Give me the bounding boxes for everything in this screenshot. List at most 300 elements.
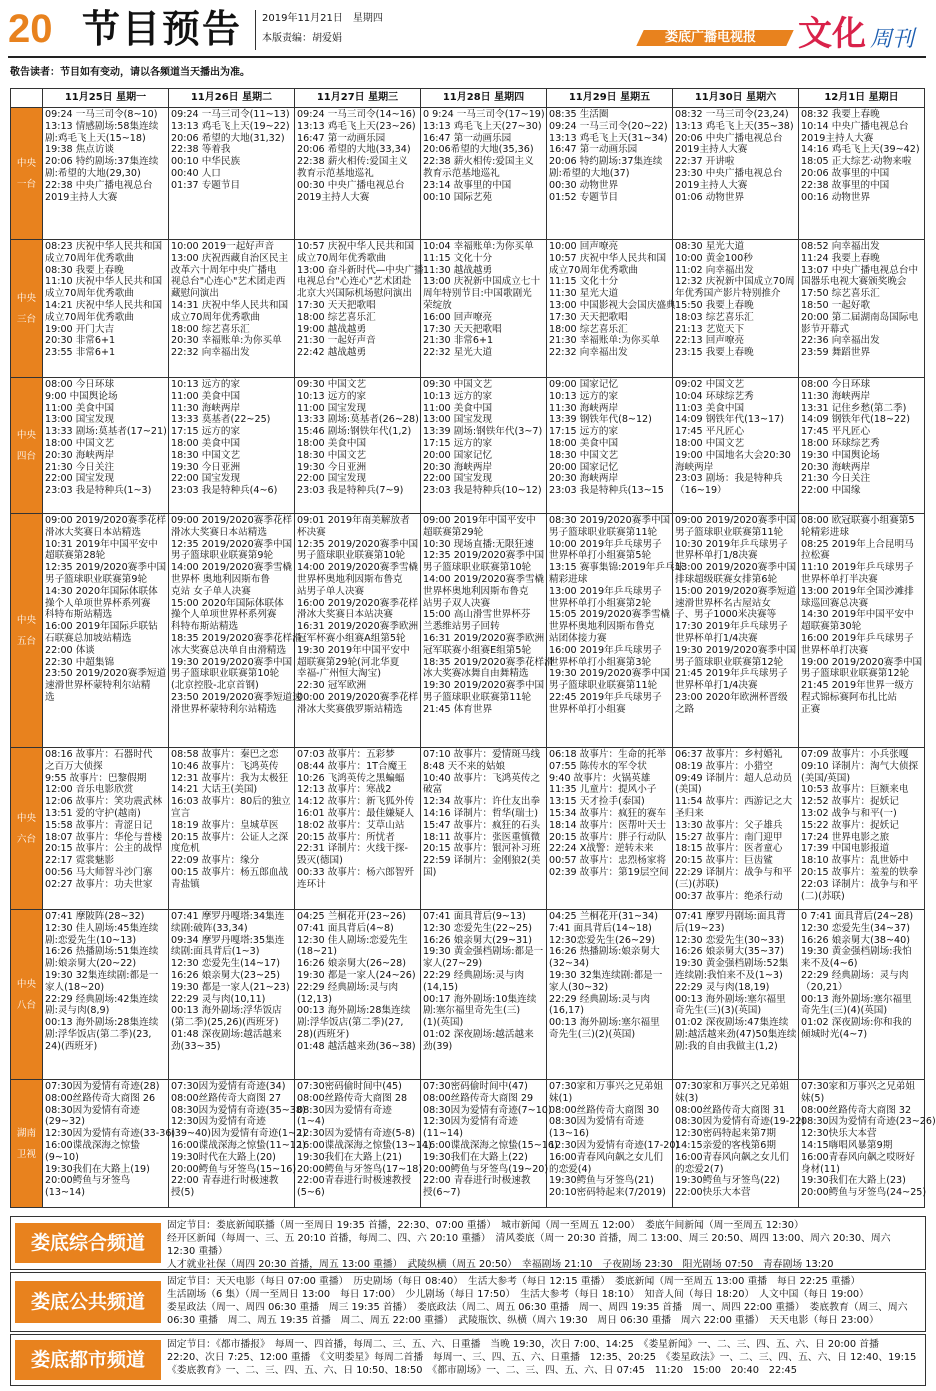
program-line: 石联赛总加坡站精选 bbox=[45, 632, 132, 644]
program-line: 22:36 向幸福出发 bbox=[801, 335, 880, 347]
program-line: 经开区新闻（每周一、三、五 20:10 首播，每周二、四、六 20:10 重播） 清风娄底（周一 20:30 首播，周二 13:00、周三 20:50、周四 13:00、周六 20:30、周六 12:30 重播） bbox=[167, 1233, 891, 1257]
schedule-cell bbox=[295, 108, 421, 240]
schedule-cell bbox=[43, 910, 169, 1080]
program-line: 00:13 海外剧场:塞尔福里 bbox=[675, 993, 786, 1005]
program-line: 09:00 2019/2020赛季花样 bbox=[171, 515, 293, 526]
program-line: 超联赛第29轮(河北华夏 bbox=[297, 656, 400, 668]
program-line: 12:35 2019/2020赛季中国 bbox=[171, 538, 293, 550]
program-line: (29~32) bbox=[45, 1116, 85, 1128]
program-line: 选 bbox=[45, 691, 55, 703]
program-line: 世界杯单打1/4决赛 bbox=[675, 680, 758, 692]
program-line: 10:00 黄金100秒 bbox=[675, 252, 753, 264]
program-line: 10:46 故事片：飞鸿英传 bbox=[171, 760, 279, 772]
program-line: 08:30因为爱情有奇迹(35~38) bbox=[171, 1104, 306, 1116]
program-line: 19:30 今日亚洲 bbox=[297, 461, 367, 473]
program-line: 13:00 奋斗新时代—中央广播 bbox=[297, 264, 424, 276]
channel-label bbox=[11, 1080, 43, 1208]
program-line: 14:31 庆祝中华人民共和国 bbox=[171, 299, 289, 311]
program-line: 15:00 高山滑雪世界杯芬 bbox=[423, 609, 531, 621]
program-line: 19:30 2019年中国平安中 bbox=[297, 644, 410, 656]
day-header: 11月26日 星期二 bbox=[169, 89, 295, 108]
program-line: 10:53 故事片：巨额来电 bbox=[801, 784, 909, 796]
program-line: 荣绽放 bbox=[423, 299, 452, 311]
program-line: 08:00丝路传奇大商图 31 bbox=[675, 1104, 786, 1116]
program-line: 01:52 专题节目 bbox=[549, 191, 619, 203]
program-line: 01:48 深夜剧场:越活越来 bbox=[171, 1028, 282, 1040]
program-line: 19:30 2019/2020赛季中国 bbox=[675, 644, 797, 656]
program-line: 12:30因为爱情有奇迹 bbox=[171, 1116, 266, 1128]
program-line: 19:30鳄鱼与牙签鸟(22) bbox=[675, 1175, 780, 1187]
program-line: 16:47 第一动画乐园 bbox=[423, 132, 512, 144]
program-line: 10:00 2019年乒乓球男子 bbox=[549, 538, 662, 550]
program-line: 20:15 故事片：羞羞的铁拳 bbox=[801, 866, 919, 878]
program-line: 18:00 中国文艺 bbox=[675, 437, 745, 449]
program-line: 10:30 现场直播:无限狂速 bbox=[423, 538, 534, 550]
program-line: 11:35 儿童片：提风小子 bbox=[549, 784, 657, 796]
program-line: 16:26 热播剧场:51集连续 bbox=[45, 946, 159, 958]
program-line: 剧:希望的大地(29,30) bbox=[45, 167, 141, 179]
program-line: 世界杯单打半决赛 bbox=[801, 573, 878, 585]
program-line: 10:14 中央广播电视总台 bbox=[801, 120, 909, 132]
program-line: 00:13 海外剧场:28集连续 bbox=[297, 1005, 411, 1017]
program-line: 22:38 中央广播电视总台 bbox=[45, 179, 153, 191]
schedule-cell bbox=[169, 514, 302, 748]
program-line: 轮精彩进球 bbox=[801, 526, 849, 538]
program-line: 20:15 故事片：公证人之深 bbox=[171, 831, 289, 843]
program-line: 11:30 海峡两岸 bbox=[801, 390, 871, 402]
program-line: 22:31 译制片：火线干探- bbox=[297, 843, 408, 855]
program-line: 21:30 今日关注 bbox=[45, 461, 115, 473]
program-line: 成立70周年优秀歌曲 bbox=[171, 311, 260, 323]
program-line: 08:00丝路传奇大商图 30 bbox=[549, 1104, 660, 1116]
program-line: (5~6) bbox=[297, 1187, 325, 1199]
program-line: 18:00 美食中国 bbox=[549, 437, 619, 449]
program-line: 11:15 文化十分 bbox=[423, 252, 493, 264]
program-line: 20:00鳄鱼与牙签鸟(15~16) bbox=[171, 1163, 297, 1175]
program-line: 11:24 我要上春晚 bbox=[801, 252, 880, 264]
program-line: 22:38 薪火相传:爱国主义 bbox=[423, 156, 534, 168]
program-line: 10:13 远方的家 bbox=[171, 379, 241, 390]
program-line: 冰大奖赛总决单自由滑精选 bbox=[171, 644, 287, 656]
program-line: 00:13 海外剧场:28集连续 bbox=[45, 1017, 159, 1029]
program-line: 15:50 我要上春晚 bbox=[675, 299, 754, 311]
program-line: 15:00 2020年国际体联体 bbox=[171, 597, 284, 609]
schedule-cell bbox=[169, 910, 295, 1080]
program-line: 23:03 我是特种兵(10~12) bbox=[423, 485, 542, 497]
schedule-cell bbox=[547, 108, 673, 240]
program-line: 12:30因为爱情有奇迹 bbox=[423, 1116, 518, 1128]
program-line: 09:24 一马三司令(20~22) bbox=[549, 120, 668, 132]
program-line: 13:13 鸡毛飞上天(19~22) bbox=[171, 120, 290, 132]
program-line: 20:30 海峡两岸 bbox=[45, 449, 115, 461]
program-line: 07:41 摩陂阵(28~32) bbox=[45, 911, 145, 922]
program-line: 19:30我们在大路上(21) bbox=[297, 1151, 402, 1163]
program-line: 22:32 星光大道 bbox=[423, 347, 493, 359]
program-line: 16:26 娘亲舅大(38~40) bbox=[801, 934, 911, 946]
program-line: 剧:鸡毛飞上天(15~18) bbox=[45, 132, 146, 144]
program-line: 00:33 故事片：杨六郎智歼 bbox=[297, 866, 415, 878]
program-line: 18:15 故事片：医者童心 bbox=[675, 843, 783, 855]
program-line: 家人(18~20) bbox=[45, 981, 105, 993]
schedule-cell bbox=[295, 748, 421, 910]
program-line: 08:30因为爱情有奇迹(23~26) bbox=[801, 1116, 936, 1128]
program-line: 滑冰大奖赛日本站决赛 bbox=[297, 609, 393, 621]
reader-notice: 敬告读者：节目如有变动，请以各频道当天播出为准。 bbox=[10, 67, 250, 78]
program-line: 16:00青春风向飙之哎呀好 bbox=[801, 1151, 915, 1163]
program-line: 剧:塞尔福里奇先生(三) bbox=[423, 1005, 521, 1017]
program-line: (16,17) bbox=[549, 1005, 584, 1017]
channel-name: 中央五台 bbox=[16, 614, 37, 647]
program-line: 08:00丝路传奇大商图 32 bbox=[801, 1104, 912, 1116]
program-line: 24)(西班牙) bbox=[45, 1040, 98, 1052]
program-line: 22:00 中国缘 bbox=[801, 485, 861, 497]
program-line: 电视总台"心连心"艺术团赴 bbox=[297, 276, 412, 288]
program-line: 0 9:24 一马三司令(17~19) bbox=[423, 109, 545, 120]
program-line: 19:30 2019/2020赛季中国 bbox=[171, 656, 293, 668]
program-line: 世界杯奥地利因斯布鲁克 bbox=[549, 621, 655, 633]
program-line: 00:00 2019/2020赛季花样 bbox=[297, 691, 419, 703]
program-line: 15:47 故事片：疯狂的石头 bbox=[423, 819, 541, 831]
program-line: 22:29 经典剧场:42集连续 bbox=[45, 993, 159, 1005]
program-line: 09:24 一马三司令(14~16) bbox=[297, 109, 416, 120]
program-line: 00:10 中华民族 bbox=[171, 156, 241, 168]
program-line: 杯决赛 bbox=[297, 526, 326, 538]
program-line: 21:30 一起好声音 bbox=[297, 335, 376, 347]
program-line: 07:55 陈传水的军令状 bbox=[549, 760, 647, 772]
weekly-title-sub: 周刊 bbox=[870, 27, 915, 52]
program-line: 7:41 面具背后(14~18) bbox=[549, 922, 652, 934]
program-line: 20:30 海峡两岸 bbox=[549, 473, 619, 485]
program-line: 20:06 故事里的中国 bbox=[801, 167, 890, 179]
program-line: 19:00 越战越勇 bbox=[297, 323, 367, 335]
program-line: (第二季)(25,26)(西班牙) bbox=[171, 1017, 279, 1029]
program-line: 00:10 国际艺苑 bbox=[423, 191, 493, 203]
program-line: 18:00 环球综艺秀 bbox=[801, 437, 880, 449]
program-line: 20:00鳄鱼与牙签鸟(17~18) bbox=[297, 1163, 423, 1175]
program-line: 02:27 故事片：功夫世家 bbox=[45, 878, 153, 890]
program-line: 15:05 2019/2020赛季雪橇 bbox=[549, 609, 671, 621]
program-line: 17:50 综艺喜乐汇 bbox=[801, 288, 880, 300]
program-line: 固定节目：娄底新闻联播（周一至周日 19:35 首播，22:30、07:00 重播） 城市新闻（周一至周五 12:00） 娄底午间新闻（周一至周五 12:30） bbox=[167, 1220, 804, 1231]
program-line: 22:29 经典剧场:灵与肉 bbox=[423, 969, 525, 981]
program-line: 固定节目：天天电影（每日 07:00 重播） 历史剧场（每日 08:40） 生活大参考（每日 12:15 重播） 娄底新闻（周一至周五 13:00 重播 每日 22:25 重播） bbox=[167, 1276, 861, 1287]
program-line: 速滑世界杯蒙特利尔站精 bbox=[45, 680, 151, 692]
program-line: 北京大兴国际机场慰问演出 bbox=[297, 288, 413, 300]
channel-name: 娄底综合频道 bbox=[15, 1223, 161, 1263]
program-line: 14:30 2019年中国平安中 bbox=[801, 609, 914, 621]
channel-name: 中央三台 bbox=[16, 292, 37, 325]
program-line: 22:13 回声嘹亮 bbox=[675, 335, 745, 347]
corner-cell bbox=[11, 89, 43, 108]
program-line: 13:13 鸡毛飞上天(31~34) bbox=[549, 132, 668, 144]
schedule-cell bbox=[43, 748, 169, 910]
schedule-cell bbox=[673, 910, 799, 1080]
program-line: 09:00 2019/2020赛季花样 bbox=[45, 515, 167, 526]
program-line: 00:13 海外剧场:塞尔福里 bbox=[549, 1017, 660, 1029]
channel-name: 中央四台 bbox=[16, 429, 37, 462]
program-line: 15:27 故事片：南门迎甲 bbox=[675, 831, 783, 843]
program-line: 家人(30~32) bbox=[549, 981, 609, 993]
schedule-cell bbox=[799, 514, 925, 748]
program-line: 世界杯奥地利因斯布鲁克 bbox=[423, 585, 529, 597]
schedule-cell bbox=[673, 514, 799, 748]
program-line: 12:13 故事片：寒战2 bbox=[297, 784, 392, 796]
program-line: 10:40 故事片：飞鸿英传之 bbox=[423, 772, 541, 784]
channel-label bbox=[11, 108, 43, 240]
paper-name: 娄底广播电视报 bbox=[665, 30, 757, 45]
header-divider bbox=[255, 10, 256, 50]
program-line: 06:18 故事片：生命的托举 bbox=[549, 749, 667, 760]
program-line: 09:49 译制片：超人总动员 bbox=[675, 772, 793, 784]
program-line: 20:06 特约剧场:37集连续 bbox=[549, 156, 663, 168]
program-line: 生活剧场（6 集）（周一至周日 13:00 每日 17:00） 少儿剧场（每日 17:50） 生活大参考（每日 18:10） 知音人间（每日 18:20） 人文中国（每日 19:00） bbox=[167, 1289, 869, 1300]
program-line: 20:15 故事片：巨齿鲨 bbox=[675, 855, 773, 867]
program-line: 19:00 中国地名大会20:30 bbox=[675, 449, 791, 461]
program-line: 妹(1) bbox=[549, 1092, 573, 1104]
program-line: 宣言 bbox=[171, 807, 191, 819]
program-line: 07:30因为爱情有奇迹(28) bbox=[45, 1081, 160, 1092]
day-header: 11月30日 星期六 bbox=[673, 89, 799, 108]
program-line: 10:57 庆祝中华人民共和国 bbox=[297, 241, 415, 252]
channel-row bbox=[11, 108, 925, 240]
program-line: 07:41 面具背后(9~13) bbox=[423, 911, 526, 922]
program-line: 00:13 海外剧场:浮华饭店 bbox=[171, 1005, 282, 1017]
program-line: 04:25 兰桐花开(23~26) bbox=[297, 911, 407, 922]
program-line: 08:00 欧冠联赛小组赛第5 bbox=[801, 515, 915, 526]
program-line: (39~40)因为爱情有奇迹(1~2) bbox=[171, 1128, 306, 1140]
program-line: 20:00鳄鱼与牙签鸟 bbox=[45, 1175, 131, 1187]
schedule-cell bbox=[673, 1080, 806, 1208]
program-line: 07:30家和万事兴之兄弟姐 bbox=[675, 1081, 789, 1092]
program-line: (12,13) bbox=[297, 993, 332, 1005]
program-line: 2019主持人大赛 bbox=[45, 191, 118, 203]
schedule-cell bbox=[547, 1080, 680, 1208]
program-line: 22:30 中超集锦 bbox=[45, 656, 115, 668]
program-line: 20:06 希望的大地(31,32) bbox=[171, 132, 285, 144]
program-line: 18:50 一起好歌 bbox=[801, 299, 871, 311]
program-line: 14:30 2020年国际体联体 bbox=[45, 585, 158, 597]
program-line: 20:06希望的大地(35,36) bbox=[423, 144, 534, 156]
program-line: 12:31 故事片：我为太极狂 bbox=[171, 772, 289, 784]
program-line: 13:39 剧场:钢铁年代(3~7) bbox=[423, 426, 543, 438]
program-line: 00:13 海外剧场:塞尔福里 bbox=[801, 993, 912, 1005]
program-line: 11:00 美食中国 bbox=[45, 402, 115, 414]
program-line: 16:31 2019/2020赛季欧洲 bbox=[423, 632, 545, 644]
schedule-cell bbox=[295, 378, 421, 514]
program-line: 01:06 动物世界 bbox=[675, 191, 745, 203]
program-line: 19:30 黄金强档剧场:我怕 bbox=[801, 946, 912, 958]
program-line: 19:30 黄金强档剧场:52集 bbox=[675, 958, 789, 970]
program-line: 藏慰问演出 bbox=[171, 288, 219, 300]
program-line: 21:30 今日关注 bbox=[801, 473, 871, 485]
program-line: (美国) bbox=[675, 784, 702, 796]
program-line: 08:30 我要上春晚 bbox=[45, 264, 124, 276]
program-line: 09:00 国家记忆 bbox=[549, 379, 619, 390]
program-line: 14:16 鸡毛飞上天(39~42) bbox=[801, 144, 920, 156]
program-line: 12:52 故事片：捉妖记 bbox=[801, 796, 899, 808]
program-line: 13:00 庆祝西藏自治区民主 bbox=[171, 252, 289, 264]
schedule-cell bbox=[799, 378, 925, 514]
schedule-cell bbox=[673, 108, 799, 240]
program-line: 22:00青春进行时极速教授 bbox=[297, 1175, 411, 1187]
program-line: 16:00 回声嘹亮 bbox=[423, 311, 493, 323]
program-line: (1)(英国) bbox=[423, 1017, 464, 1029]
program-line: 9:00 中国舆论场 bbox=[45, 390, 118, 402]
program-line: 后(19~23) bbox=[675, 922, 725, 934]
program-line: 22:30 冠军欧洲 bbox=[297, 680, 367, 692]
schedule-cell bbox=[169, 108, 295, 240]
program-line: 19:00 2019/2020赛季中国 bbox=[801, 656, 923, 668]
program-line: 19:30我们在大路上(19) bbox=[45, 1163, 150, 1175]
schedule-cell bbox=[43, 514, 169, 748]
program-line: 20:30 非常6+1 bbox=[45, 335, 116, 347]
program-line: 07:41 摩罗丹嘎塔:34集连 bbox=[171, 911, 285, 922]
program-line: 12:32 庆祝新中国成立70周 bbox=[675, 276, 795, 288]
program-line: 07:30密码偷时间中(47) bbox=[423, 1081, 528, 1092]
channel-name: 中央八台 bbox=[16, 978, 37, 1011]
program-line: 04:25 兰桐花开(31~34) bbox=[549, 911, 659, 922]
program-line: 22:59 译制片：金刚狼2(美 bbox=[423, 855, 541, 867]
program-line: 16:26 热播剧场:娘亲舅大 bbox=[549, 946, 660, 958]
program-line: 08:00丝路传奇大商图 27 bbox=[171, 1092, 282, 1104]
program-line: 08:44 故事片：1T合魔王 bbox=[297, 760, 407, 772]
program-line: 00:15 故事片：杨五郎血战 bbox=[171, 866, 289, 878]
program-line: 17:15 远方的家 bbox=[549, 426, 619, 438]
program-line: 操个人单项世界杯系列赛 bbox=[45, 597, 151, 609]
program-line: 奇先生(三)(2)(英国) bbox=[549, 1028, 636, 1040]
program-line: 周年特别节目:中国歌剧光 bbox=[423, 288, 532, 300]
program-line: 青盐镇 bbox=[171, 878, 200, 890]
program-line: 16:00 2019年乒乓球男子 bbox=[801, 632, 914, 644]
program-line: 14:00 2019/2020赛季雪橇 bbox=[297, 562, 419, 574]
program-line: 12:34 故事片：许仕友出拳 bbox=[423, 796, 541, 808]
program-line: 12:30 恋爱先生(34~37) bbox=[801, 922, 911, 934]
program-line: 10:00 2019一起好声音 bbox=[171, 241, 275, 252]
program-line: 13:13 鸡毛飞上天(27~30) bbox=[423, 120, 542, 132]
program-line: 克站 女子单人决赛 bbox=[171, 585, 251, 597]
program-line: 滑冰大奖赛日本站精选 bbox=[45, 526, 141, 538]
program-line: 28)(西班牙) bbox=[297, 1028, 350, 1040]
program-line: 11:30 海峡两岸 bbox=[549, 402, 619, 414]
program-line: (北京控股-北京首钢) bbox=[171, 680, 259, 692]
program-line: 成立70周年优秀歌曲 bbox=[297, 252, 386, 264]
program-line: 16:00谍战深海之惊蛰 bbox=[45, 1139, 140, 1151]
program-line: 程式锦标赛阿布扎比站 bbox=[801, 691, 897, 703]
program-line: 成立70周年优秀歌曲 bbox=[549, 264, 638, 276]
program-line: 22:29 译制片：战争与和平 bbox=[675, 866, 793, 878]
schedule-cell bbox=[673, 240, 799, 378]
program-line: 19:30 2019/2020赛季中国 bbox=[549, 668, 671, 680]
program-line: 22:42 越战越勇 bbox=[297, 347, 367, 359]
program-line: 14:00 2019/2020赛季雪橇 bbox=[423, 573, 545, 585]
program-line: 17:45 平凡匠心 bbox=[675, 426, 745, 438]
schedule-cell bbox=[421, 514, 554, 748]
program-line: 19:30我们在大路上(22) bbox=[423, 1151, 528, 1163]
channel-label bbox=[11, 910, 43, 1080]
program-line: 10:13 远方的家 bbox=[423, 390, 493, 402]
program-line: 10:04 环球综艺秀 bbox=[675, 390, 754, 402]
program-line: 20:06 特约剧场:37集连续 bbox=[45, 156, 159, 168]
program-line: （16~19） bbox=[675, 485, 727, 497]
program-line: 13:00 国宝发现 bbox=[423, 414, 493, 426]
program-line: 13:30 故事片：父子雄兵 bbox=[675, 819, 783, 831]
program-line: 《娄底教育》一、二、三、四、五、六、日 10:50、18:50 《都市剧场》一、二、三、四、五、六、日 07:45 11:20 15:00 20:40 22:45 bbox=[167, 1365, 798, 1376]
program-line: 22:29 经典剧场:灵与肉 bbox=[549, 993, 651, 1005]
program-line: 剧:希望的大地(37) bbox=[549, 167, 630, 179]
program-line: 15:22 故事片：捉妖记 bbox=[801, 819, 899, 831]
schedule-cell bbox=[673, 378, 799, 514]
program-line: 20:15 故事片：胖子行动队 bbox=[549, 831, 667, 843]
program-line: 16:03 故事片：80后的独立 bbox=[171, 796, 291, 808]
program-line: 11:30 星光大道 bbox=[549, 288, 619, 300]
bottom-channel-2 bbox=[10, 1272, 926, 1332]
program-line: 10:30 2019年乒乓球男子 bbox=[675, 538, 788, 550]
program-line: 13:13 情感剧场:58集连续 bbox=[45, 120, 159, 132]
program-line: 11:02 向幸福出发 bbox=[675, 264, 754, 276]
program-line: 15:00 2019/2020赛季短道 bbox=[675, 585, 797, 597]
program-line: 12:30因为爱情有奇迹(5-8) bbox=[297, 1128, 415, 1140]
program-line: 23:55 非常6+1 bbox=[45, 347, 116, 359]
program-line: 男子篮球职业联赛第12轮 bbox=[801, 668, 910, 680]
program-line: 09:00 2019/2020赛季中国 bbox=[675, 515, 797, 526]
program-line: 视总台"心连心"艺术团走西 bbox=[171, 276, 286, 288]
program-line: 人才就业社保（周四 20:30 首播，周五 13:00 重播） 武陵纵横（周五 20:50） 幸福剧场 21:10 子夜剧场 23:30 阳光剧场 07:50 青春剧场 13:20 bbox=[167, 1259, 834, 1270]
program-line: 幸福-广州恒大淘宝) bbox=[297, 668, 381, 680]
program-line: 妹(3) bbox=[675, 1092, 699, 1104]
program-line: 09:30 中国文艺 bbox=[297, 379, 367, 390]
program-line: 剧:恋爱先生(10~13) bbox=[45, 934, 137, 946]
program-line: 正赛 bbox=[801, 703, 821, 715]
program-line: 21:30 幸福账单:为你买单 bbox=[549, 335, 660, 347]
channel-row bbox=[11, 378, 925, 514]
program-line: 兰悉维站男子回转 bbox=[423, 621, 500, 633]
program-line: 11:30 越战越勇 bbox=[423, 264, 493, 276]
program-line: 20:15 故事片：银河补习班 bbox=[423, 843, 541, 855]
program-line: 01:02 深夜剧场:你和我的 bbox=[801, 1017, 912, 1029]
program-line: 18:00 中国文艺 bbox=[45, 437, 115, 449]
program-line: 15:46 剧场:钢铁年代(1,2) bbox=[297, 426, 412, 438]
page-number: 20 bbox=[8, 7, 53, 51]
program-line: 07:30家和万事兴之兄弟姐 bbox=[549, 1081, 663, 1092]
schedule-cell bbox=[799, 910, 925, 1080]
program-line: 19:30 都是一家人(24~26) bbox=[297, 969, 416, 981]
program-line: 世界杯单打小组赛第2轮 bbox=[549, 597, 652, 609]
issue-date: 2019年11月21日 星期四 bbox=[262, 13, 383, 24]
program-line: 18:00 综艺喜乐汇 bbox=[549, 323, 628, 335]
program-line: 12:35 2019/2020赛季中国 bbox=[423, 550, 545, 562]
program-line: 20:00 国家记忆 bbox=[549, 461, 619, 473]
program-line: (9~10) bbox=[45, 1151, 79, 1163]
program-line: 男子篮球职业联赛第11轮 bbox=[549, 680, 658, 692]
program-line: 17:30 天天把歌唱 bbox=[549, 311, 628, 323]
program-line: (三)(苏联) bbox=[675, 878, 719, 890]
page-title: 节目预告 bbox=[82, 7, 243, 51]
program-line: 世界杯单打1/4决赛 bbox=[675, 632, 758, 644]
program-line: 23:03 剧场：我是特种兵 bbox=[675, 473, 783, 485]
channel-name: 娄底都市频道 bbox=[15, 1340, 161, 1380]
program-line: 22:00 国宝发现 bbox=[45, 473, 115, 485]
program-line: 07:41 摩罗丹剧场:面具背 bbox=[675, 911, 786, 922]
program-line: 世界杯 奥地利因斯布鲁 bbox=[171, 573, 270, 585]
program-line: 科特布斯站精选 bbox=[171, 621, 239, 633]
program-line: 08:00丝路传奇大商图 26 bbox=[45, 1092, 156, 1104]
program-line: 08:25 2019年上合昆明马 bbox=[801, 538, 914, 550]
program-line: 12:30因为爱情有奇迹(17-20) bbox=[549, 1139, 680, 1151]
program-line: 12:30 佳人剧场:恋爱先生 bbox=[297, 934, 408, 946]
program-line: 10:04 幸福账单:为你买单 bbox=[423, 241, 534, 252]
program-line: 23:00 2020年欧洲杯晋级 bbox=[675, 691, 788, 703]
program-line: 08:00 今日环球 bbox=[45, 379, 115, 390]
